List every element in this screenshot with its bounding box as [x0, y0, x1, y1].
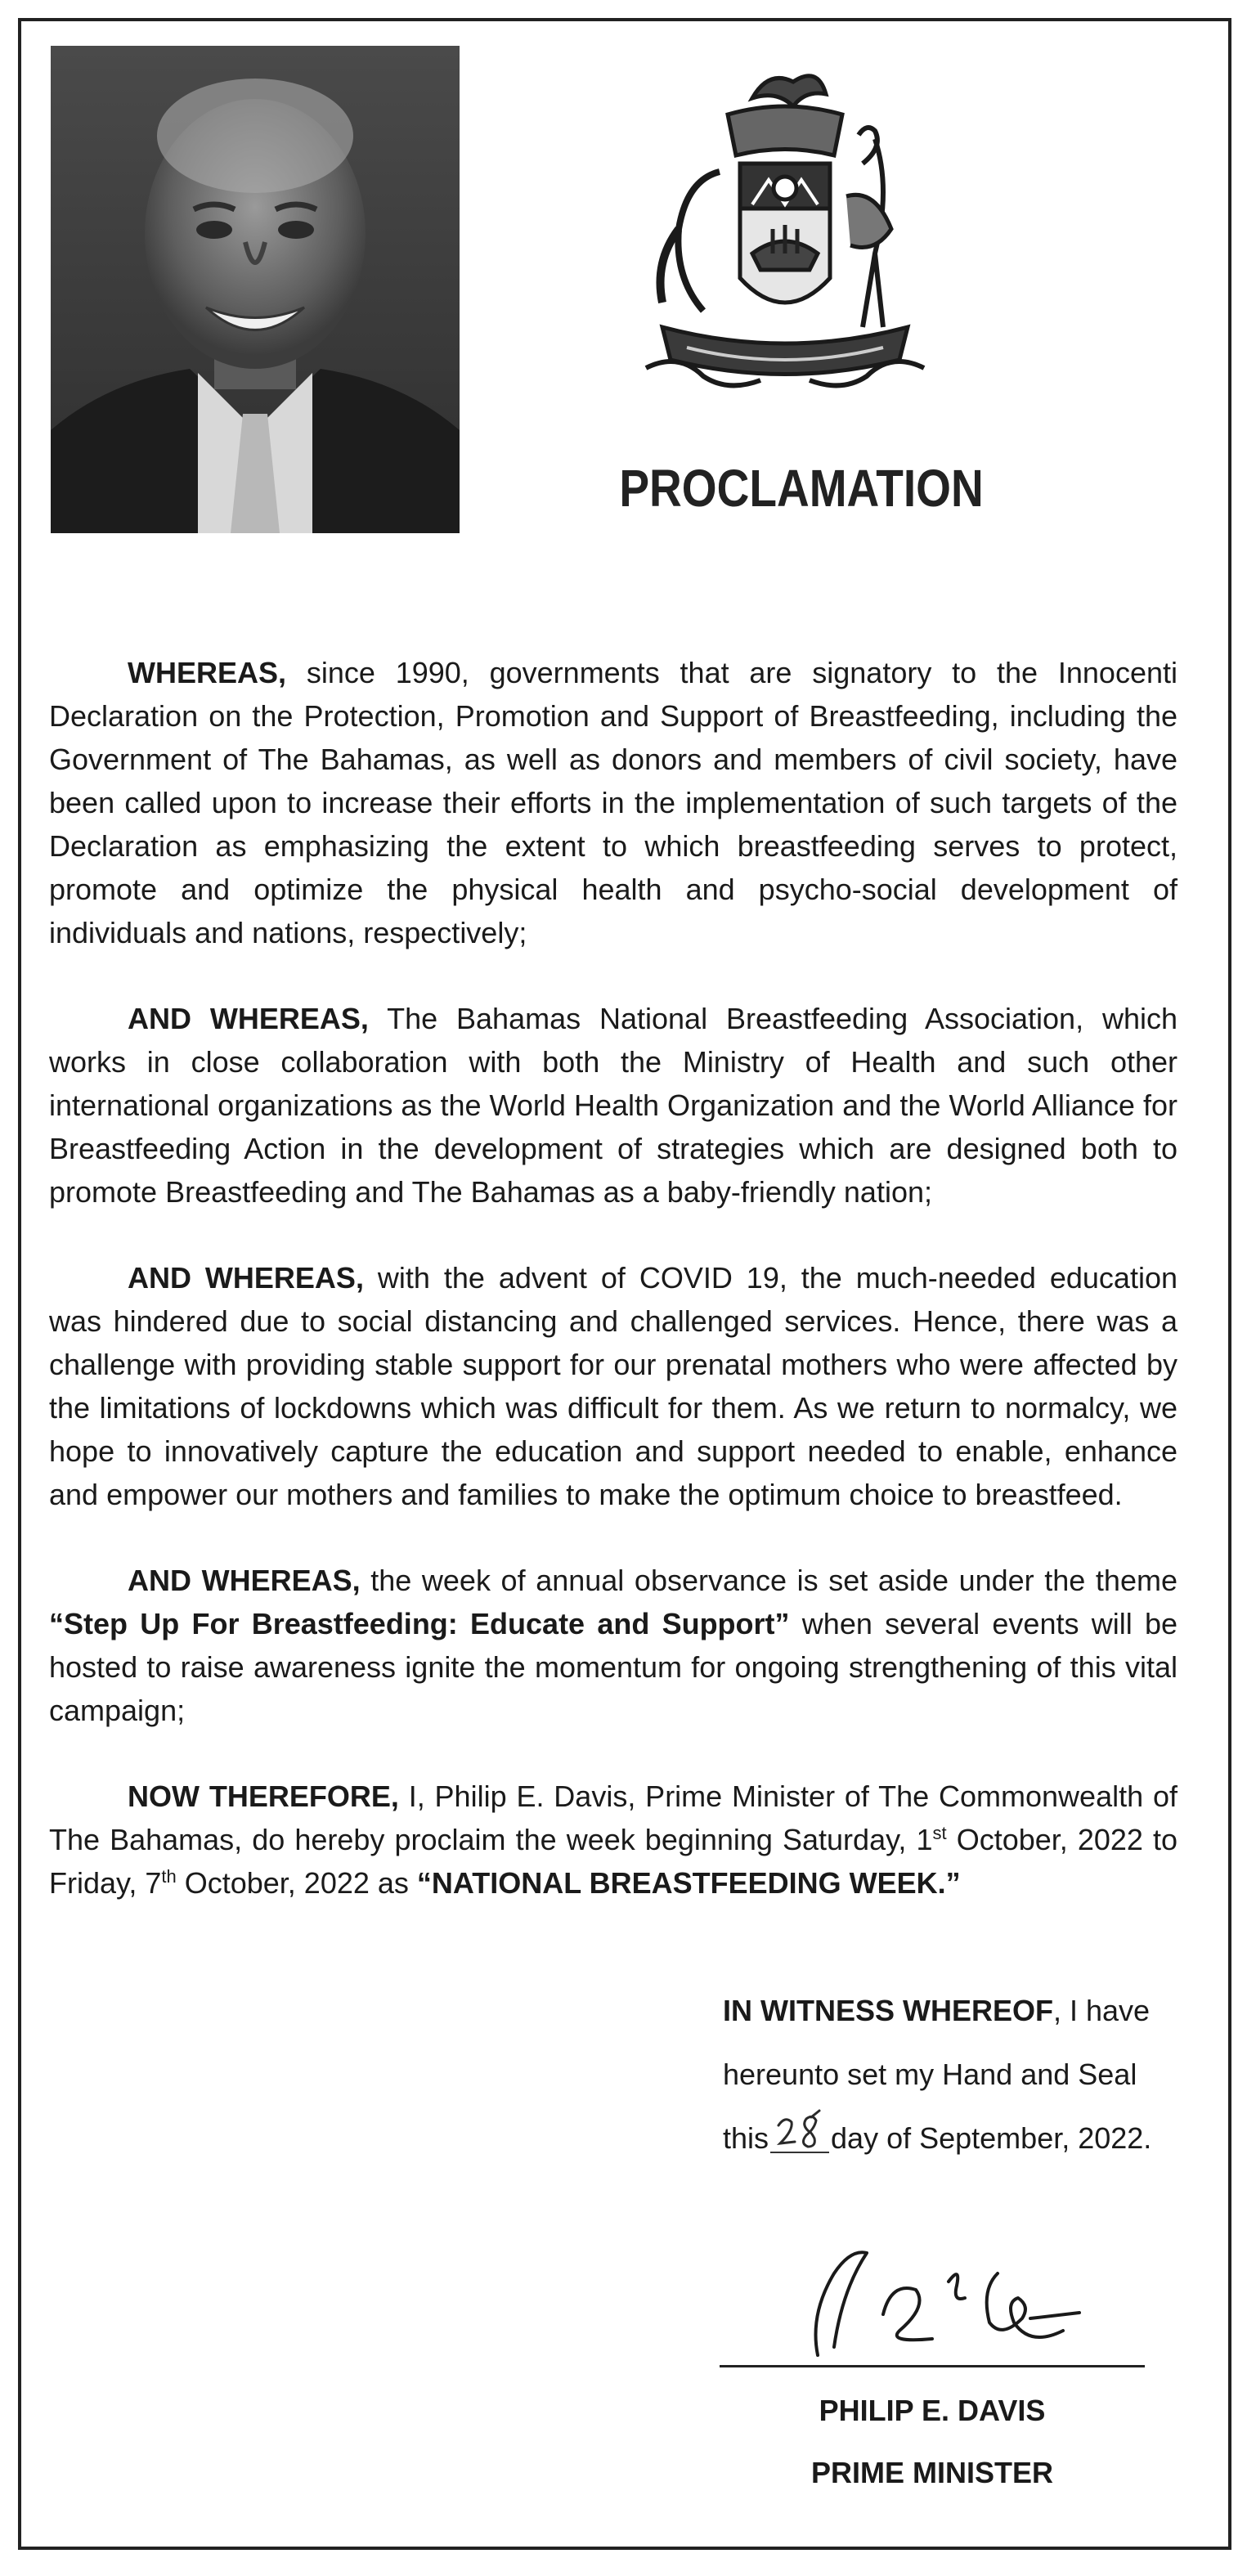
paragraph-text: I, Philip E. Davis, Prime Minister of The Commonwealth of The Bahamas, do hereby proclaim the week beginning Saturday, 1	[49, 1779, 1178, 1856]
witness-text: day of September, 2022.	[831, 2121, 1152, 2155]
witness-line-3	[723, 2107, 1197, 2170]
witness-block	[723, 1979, 1197, 2170]
prime-minister-portrait	[51, 46, 460, 533]
paragraph-text: The Bahamas National Breastfeeding Association, which works in close collaboration with both the Ministry of Health and such other international organizations as the World Health Organization and the World Alliance for Breastfeeding Action in the development of strategies which are designed both to promote Breastfeeding and The Bahamas as a baby-friendly nation;	[49, 1002, 1178, 1209]
proclamation-body	[49, 651, 1178, 1947]
signature	[785, 2224, 1145, 2363]
bahamas-coat-of-arms	[630, 65, 940, 409]
signature-line	[720, 2365, 1145, 2367]
paragraph-text: October, 2022 to Friday, 7	[49, 1823, 1178, 1900]
witness-lead: IN WITNESS WHEREOF	[723, 1994, 1053, 2027]
paragraph-whereas-4	[49, 1559, 1178, 1732]
paragraph-lead: AND WHEREAS,	[128, 1261, 364, 1295]
witness-text: , I have	[1053, 1994, 1151, 2027]
paragraph-now-therefore	[49, 1775, 1178, 1905]
paragraph-text: when several events will be hosted to raise awareness ignite the momentum for ongoing strengthening of this vital campaign;	[49, 1607, 1178, 1727]
signatory-block	[720, 2380, 1145, 2504]
paragraph-text: with the advent of COVID 19, the much-needed education was hindered due to social distancing and challenged services. Hence, there was a challenge with providing stable support for our prenatal mothers who were affected by the limitations of lockdowns which was difficult for them. As we return to normalcy, we hope to innovatively capture the education and support needed to enable, enhance and empower our mothers and families to make the optimum choice to breastfeed.	[49, 1261, 1178, 1511]
paragraph-whereas-2	[49, 997, 1178, 1214]
paragraph-text: the week of annual observance is set aside under the theme	[360, 1564, 1178, 1597]
paragraph-whereas-3	[49, 1256, 1178, 1516]
ordinal-suffix: th	[161, 1866, 177, 1887]
page-title: PROCLAMATION	[619, 459, 984, 518]
paragraph-lead: WHEREAS,	[128, 656, 287, 689]
witness-line-1	[723, 1979, 1197, 2043]
paragraph-lead: AND WHEREAS,	[128, 1002, 369, 1035]
paragraph-lead: AND WHEREAS,	[128, 1564, 361, 1597]
signatory-name: PHILIP E. DAVIS	[819, 2394, 1046, 2427]
handwritten-day	[770, 2119, 829, 2153]
ordinal-suffix: st	[932, 1823, 947, 1843]
theme-text: “Step Up For Breastfeeding: Educate and Support”	[49, 1607, 790, 1640]
paragraph-whereas-1	[49, 651, 1178, 954]
event-name: “NATIONAL BREASTFEEDING WEEK.”	[416, 1866, 961, 1900]
witness-text: this	[723, 2121, 769, 2155]
signatory-role: PRIME MINISTER	[810, 2456, 1053, 2489]
paragraph-text: October, 2022 as	[176, 1866, 417, 1900]
witness-line-2: hereunto set my Hand and Seal	[723, 2058, 1137, 2091]
paragraph-lead: NOW THEREFORE,	[128, 1779, 399, 1813]
paragraph-text: since 1990, governments that are signatory to the Innocenti Declaration on the Protection, Promotion and Support of Breastfeeding, including the Government of The Bahamas, as well as donors and members of civil society, have been called upon to increase their efforts in the implementation of such targets of the Declaration as emphasizing the extent to which breastfeeding serves to protect, promote and optimize the physical health and psycho-social development of individuals and nations, respectively;	[49, 656, 1178, 949]
